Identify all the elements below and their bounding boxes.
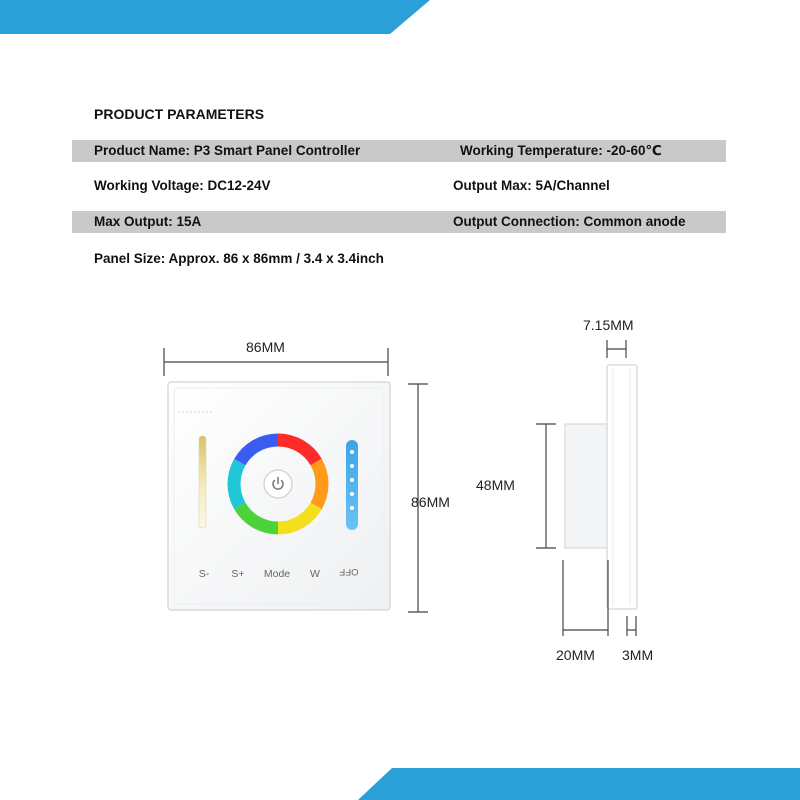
side-top-label: 7.15MM bbox=[583, 317, 634, 333]
param-working-temperature: Working Temperature: -20-60℃ bbox=[460, 143, 662, 158]
mode-button[interactable]: Mode bbox=[263, 568, 291, 580]
param-panel-size: Panel Size: Approx. 86 x 86mm / 3.4 x 3.4inch bbox=[94, 251, 384, 266]
s-minus-button[interactable]: S- bbox=[198, 568, 210, 580]
side-depth-front-label: 3MM bbox=[622, 647, 654, 663]
param-max-output: Max Output: 15A bbox=[94, 214, 202, 229]
side-view-drawing bbox=[565, 365, 637, 609]
front-height-label: 86MM bbox=[411, 494, 450, 510]
w-button[interactable]: W bbox=[310, 568, 320, 580]
side-depth-body-label: 20MM bbox=[556, 647, 595, 663]
off-button[interactable]: OFF bbox=[339, 566, 359, 577]
side-body-height-dimension bbox=[536, 424, 556, 548]
param-output-connection: Output Connection: Common anode bbox=[453, 214, 686, 229]
param-output-max: Output Max: 5A/Channel bbox=[453, 178, 610, 193]
side-body-height-label: 48MM bbox=[476, 477, 515, 493]
side-top-dimension bbox=[607, 340, 626, 358]
s-plus-button[interactable]: S+ bbox=[231, 568, 245, 580]
front-width-label: 86MM bbox=[246, 339, 285, 355]
section-title: PRODUCT PARAMETERS bbox=[94, 106, 265, 122]
param-product-name: Product Name: P3 Smart Panel Controller bbox=[94, 143, 361, 158]
param-working-voltage: Working Voltage: DC12-24V bbox=[94, 178, 271, 193]
brightness-indicator bbox=[346, 440, 358, 530]
white-strip bbox=[199, 436, 206, 528]
